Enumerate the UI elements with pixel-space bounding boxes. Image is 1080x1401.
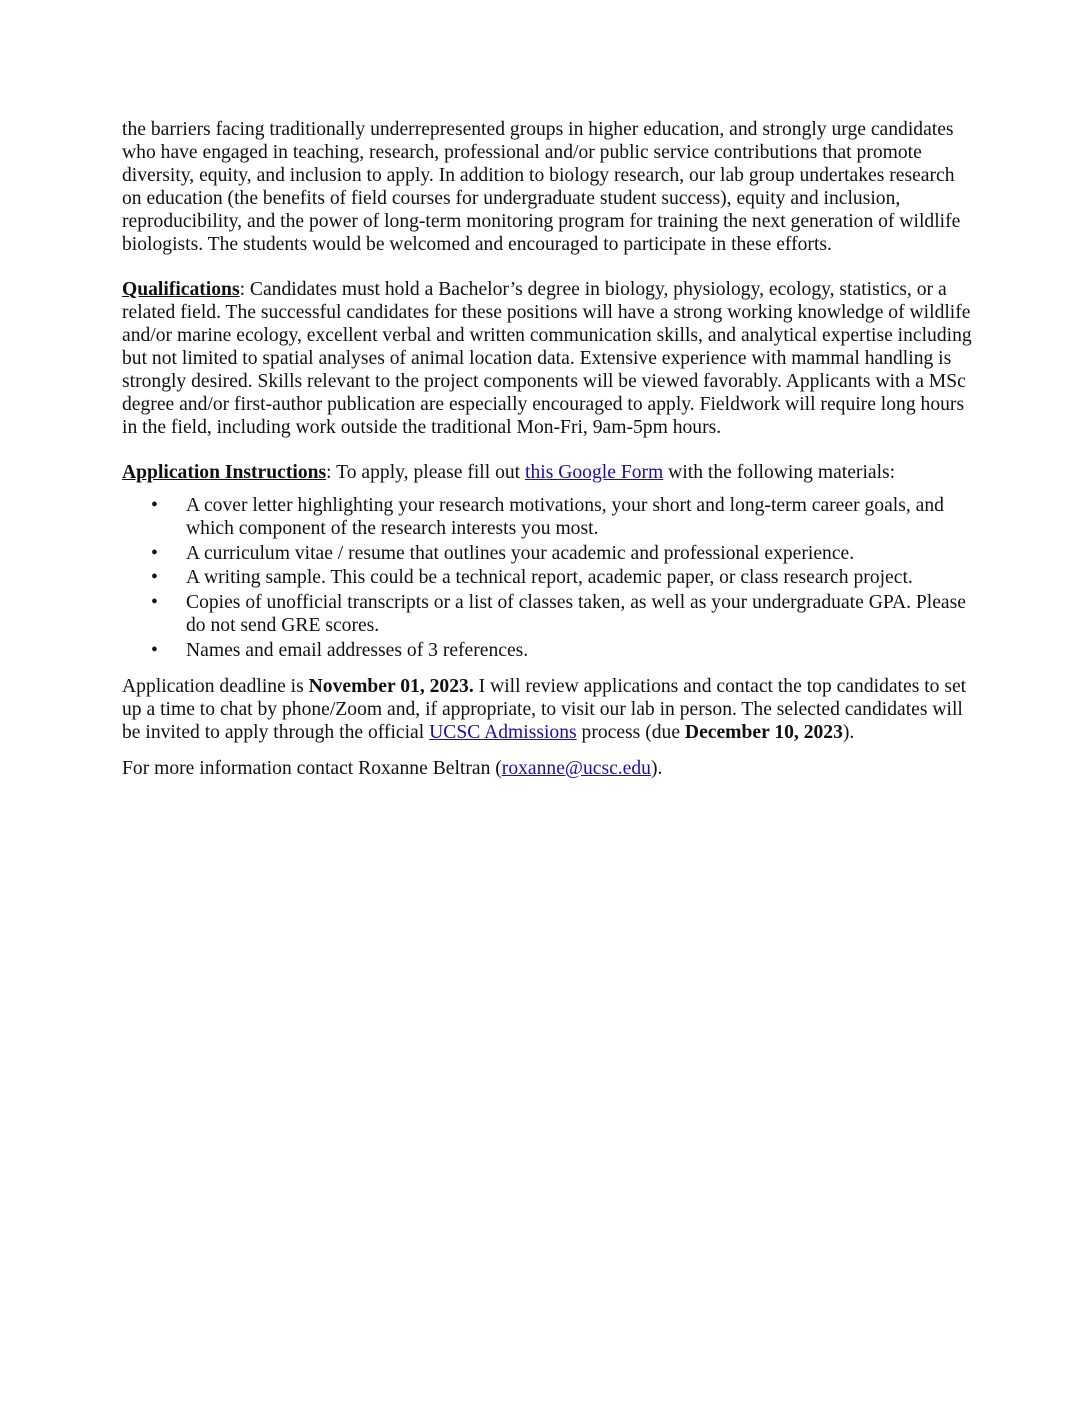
contact-email-link[interactable]: roxanne@ucsc.edu [501,757,651,779]
list-item [122,567,972,590]
deadline-prefix: Application deadline is [122,676,309,698]
admissions-due-date: December 10, 2023 [684,721,843,743]
contact-paragraph [122,758,972,781]
deadline-paragraph [122,676,972,745]
bullet-icon: • [151,494,158,516]
contact-suffix: ). [650,757,663,779]
deadline-middle: I will review applications and contact the top candidates to set up a time to chat by phone/Zoom and, if appropriate, to visit our lab in person. The selected candidates will be invited to apply through the official [122,676,967,743]
list-item [122,495,972,541]
intro-paragraph: the barriers facing traditionally underrepresented groups in higher education, and strongly urge candidates who have engaged in teaching, research, professional and/or public service contributions that promote diversity, equity, and inclusion to apply. In addition to biology research, our lab group undertakes research on education (the benefits of field courses for undergraduate student success), equity and inclusion, reproducibility, and the power of long-term monitoring program for training the next generation of wildlife biologists. The students would be welcomed and encouraged to participate in these efforts. [122,119,961,255]
qualifications-heading: Qualifications [122,279,240,301]
application-instructions-paragraph [122,462,972,485]
application-instructions-text-after: with the following materials: [663,461,896,483]
deadline-process-text: process (due [576,721,685,743]
qualifications-text: : Candidates must hold a Bachelor’s degree in biology, physiology, ecology, statistics, or a related field. The successful candidates for these positions will have a strong working knowledge of wildlife and/or marine ecology, excellent verbal and written communication skills, and analytical expertise including but not limited to spatial analyses of animal location data. Extensive experience with mammal handling is strongly desired. Skills relevant to the project components will be viewed favorably. Applicants with a MSc degree and/or first-author publication are especially encouraged to apply. Fieldwork will require long hours in the field, including work outside the traditional Mon-Fri, 9am-5pm hours. [122,279,972,438]
application-materials-list [122,495,972,663]
application-instructions-heading: Application Instructions [122,461,327,483]
list-item [122,592,972,638]
list-item-text: A curriculum vitae / resume that outlines your academic and professional experience. [186,542,855,564]
bullet-icon: • [151,592,158,614]
application-instructions-text-before: : To apply, please fill out [326,461,526,483]
bullet-icon: • [151,542,158,564]
qualifications-paragraph [122,279,972,439]
google-form-link[interactable]: this Google Form [525,461,664,483]
ucsc-admissions-link[interactable]: UCSC Admissions [429,721,577,743]
contact-prefix: For more information contact Roxanne Beltran ( [122,757,502,779]
list-item-text: A cover letter highlighting your research motivations, your short and long-term career goals, and which component of the research interests you most. [186,494,944,539]
bullet-icon: • [151,640,158,662]
bullet-icon: • [151,567,158,589]
deadline-suffix: ). [842,721,855,743]
list-item [122,640,972,663]
list-item-text: Names and email addresses of 3 references. [186,640,529,662]
list-item [122,543,972,566]
document-body [122,119,972,781]
deadline-date: November 01, 2023. [308,676,474,698]
list-item-text: A writing sample. This could be a technical report, academic paper, or class research project. [186,567,913,589]
list-item-text: Copies of unofficial transcripts or a list of classes taken, as well as your undergraduate GPA. Please do not send GRE scores. [186,592,966,637]
